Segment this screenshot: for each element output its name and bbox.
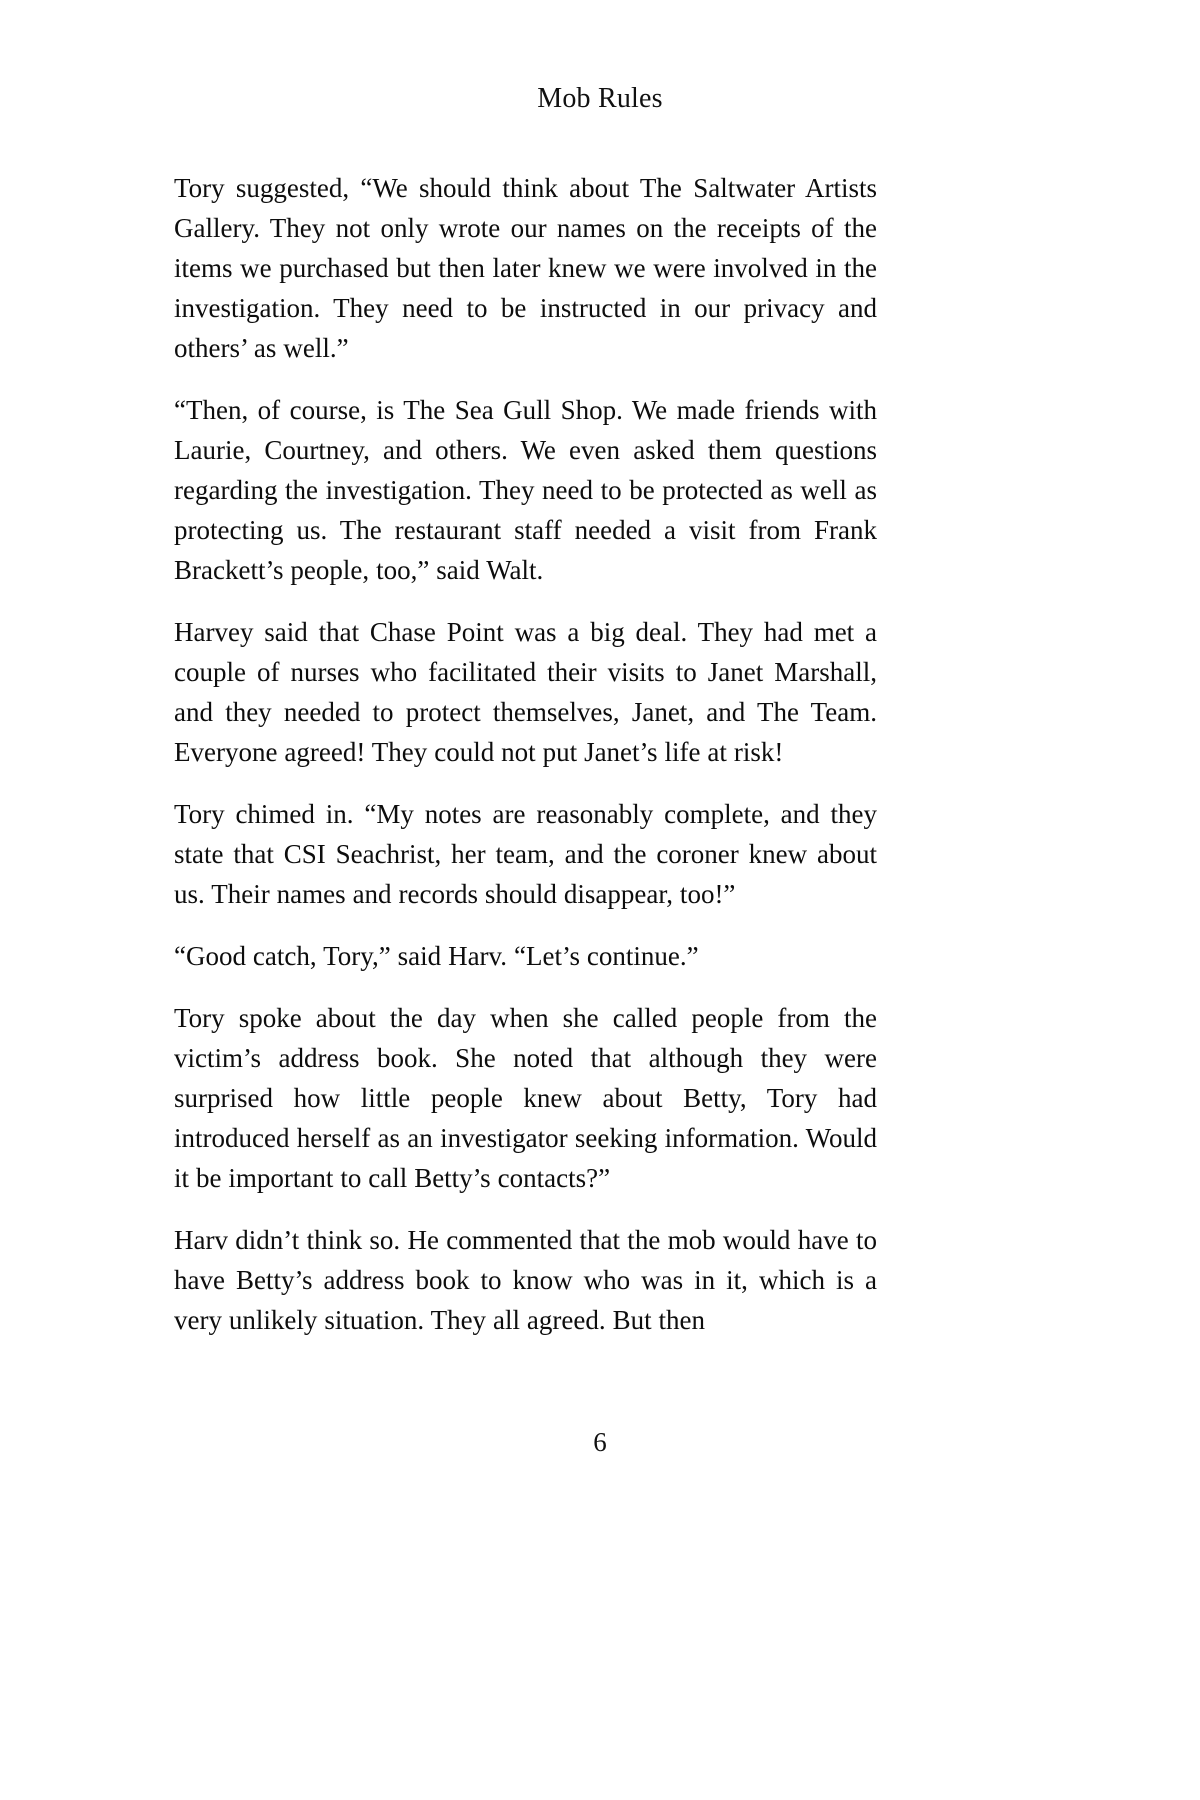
- paragraph: Tory suggested, “We should think about The Saltwater Artists Gallery. They not only wrote our names on the receipts of the items we purchased but then later knew we were involved in the investigation. They need to be instructed in our privacy and others’ as well.”: [174, 173, 877, 363]
- paragraph: Tory chimed in. “My notes are reasonably complete, and they state that CSI Seachrist, her team, and the coroner knew about us. Their names and records should disappear, too!”: [174, 799, 877, 909]
- paragraph: Harv didn’t think so. He commented that the mob would have to have Betty’s address book to know who was in it, which is a very unlikely situation. They all agreed. But then: [174, 1225, 877, 1335]
- body-text-column: [174, 168, 877, 1340]
- paragraph: “Then, of course, is The Sea Gull Shop. We made friends with Laurie, Courtney, and others. We even asked them questions regarding the investigation. They need to be protected as well as protecting us. The restaurant staff needed a visit from Frank Brackett’s people, too,” said Walt.: [174, 395, 877, 585]
- running-head: Mob Rules: [537, 83, 663, 114]
- paragraph: Harvey said that Chase Point was a big deal. They had met a couple of nurses who facilitated their visits to Janet Marshall, and they needed to protect themselves, Janet, and The Team. Everyone agreed! They could not put Janet’s life at risk!: [174, 617, 877, 767]
- paragraph: Tory spoke about the day when she called people from the victim’s address book. She noted that although they were surprised how little people knew about Betty, Tory had introduced herself as an investigator seeking information. Would it be important to call Betty’s contacts?”: [174, 1003, 877, 1193]
- page-number: 6: [593, 1427, 607, 1457]
- paragraph: “Good catch, Tory,” said Harv. “Let’s continue.”: [174, 941, 699, 971]
